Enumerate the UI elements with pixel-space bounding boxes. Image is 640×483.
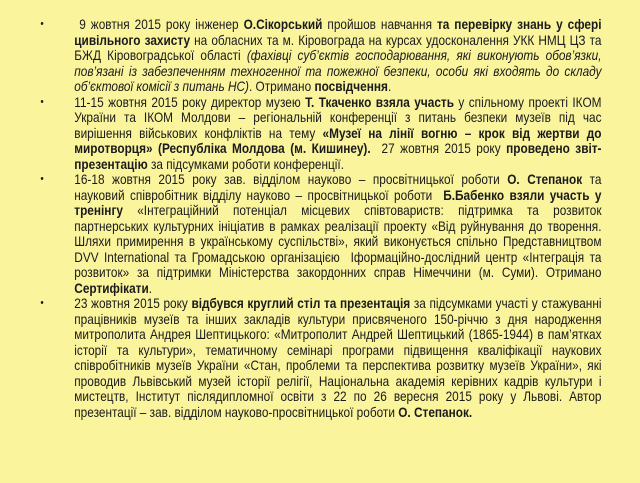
text-run: . (387, 79, 392, 94)
text-run: 16-18 жовтня 2015 року зав. відділом науково – просвітницької роботи (74, 172, 508, 187)
text-run: пройшов навчання (322, 17, 437, 32)
text-run: Т. Ткаченко взяла участь (305, 94, 454, 110)
text-run: Б.Бабенко взяли участь у тренінгу (74, 187, 602, 218)
text-run: 9 жовтня 2015 року інженер (74, 17, 244, 32)
text-run: проведено звіт-презентацію (74, 141, 602, 172)
slide-text-block (36, 17, 602, 420)
bullet-item-3 (36, 172, 602, 296)
text-run: та науковий співробітник відділу науково – просвітницької роботи (74, 172, 602, 203)
text-run: О. Степанок. (398, 404, 473, 420)
text-run: 11-15 жовтня 2015 року директор музею (74, 94, 306, 110)
text-run: відбувся круглий стіл та презентація (191, 296, 411, 311)
bullet-marker: • (40, 18, 44, 30)
bullet-marker: • (40, 297, 44, 309)
bullet-marker: • (40, 173, 44, 185)
text-run: «Інтеграційний потенціал місцевих співтовариств: підтримка та розвиток партнерських культурних ініціатив в рамках реалізації проекту «Від руйнування до творення. Шляхи примирення в українському суспільстві», який виконується спільно Представництвом DVV International та Громадською організацією Іформаційно-дослідний центр «Інтеграція та розвиток» за підтримки Міністерства закордонних справ Німеччини (м. Суми). Отримано (74, 203, 602, 280)
text-run: «Музеї на лінії вогню – крок від жертви до миротворця» (Республіка Молдова (м. Кишинеу). (74, 125, 602, 156)
text-run: у спільному проекті ІКОМ України та ІКОМ Молдови – регіональній конференції з питань безпеки музеїв під час вирішення військових конфліктів на тему (74, 94, 602, 141)
text-run: . Отримано (248, 79, 315, 94)
bullet-marker: • (40, 95, 44, 108)
text-run: та перевірку знань у сфері цивільного захисту (74, 17, 602, 48)
text-run: за підсумками роботи конференції. (147, 156, 345, 172)
bullet-item-1 (36, 17, 602, 95)
text-run: Сертифікати (74, 280, 149, 296)
text-run: . (148, 280, 153, 296)
text-run: О.Сікорський (243, 17, 323, 32)
bullet-item-4 (36, 296, 602, 420)
text-run: 27 жовтня 2015 року (370, 141, 507, 156)
bullet-item-2 (36, 95, 602, 173)
text-run: 23 жовтня 2015 року (74, 296, 192, 311)
text-run: за підсумками участі у стажуванні працівників музеїв та інших закладів культури присвяченого 150-річчю з дня народження митрополита Андрея Шептицького: «Митрополит Андрей Шептицький (1865-1944) в пам’ятках історії та культури», тематичному семінарі програми підвищення кваліфікації наукових співробітників музеїв України «Стан, проблеми та перспектива розвитку музеїв України», які проводив Львівський музей історії релігії, Національна академія керівних кадрів культури і мистецтв, Інститут післядипломної освіти з 22 по 26 вересня 2015 року у Львові. Автор презентації – зав. відділом науково-просвітницької роботи (74, 296, 602, 420)
text-run: на обласних та м. Кіровограда на курсах удосконалення УКК НМЦ ЦЗ та БЖД Кіровоградської області (74, 32, 602, 63)
text-run: посвідчення (314, 79, 388, 94)
text-run: (фахівці суб’єктів господарювання, які виконують обов’язки, пов’язані із забезпеченням техногенної та пожежної безпеки, особи які входять до складу об’єктової комісії з питань НС) (74, 48, 602, 94)
text-run: О. Степанок (507, 172, 583, 187)
